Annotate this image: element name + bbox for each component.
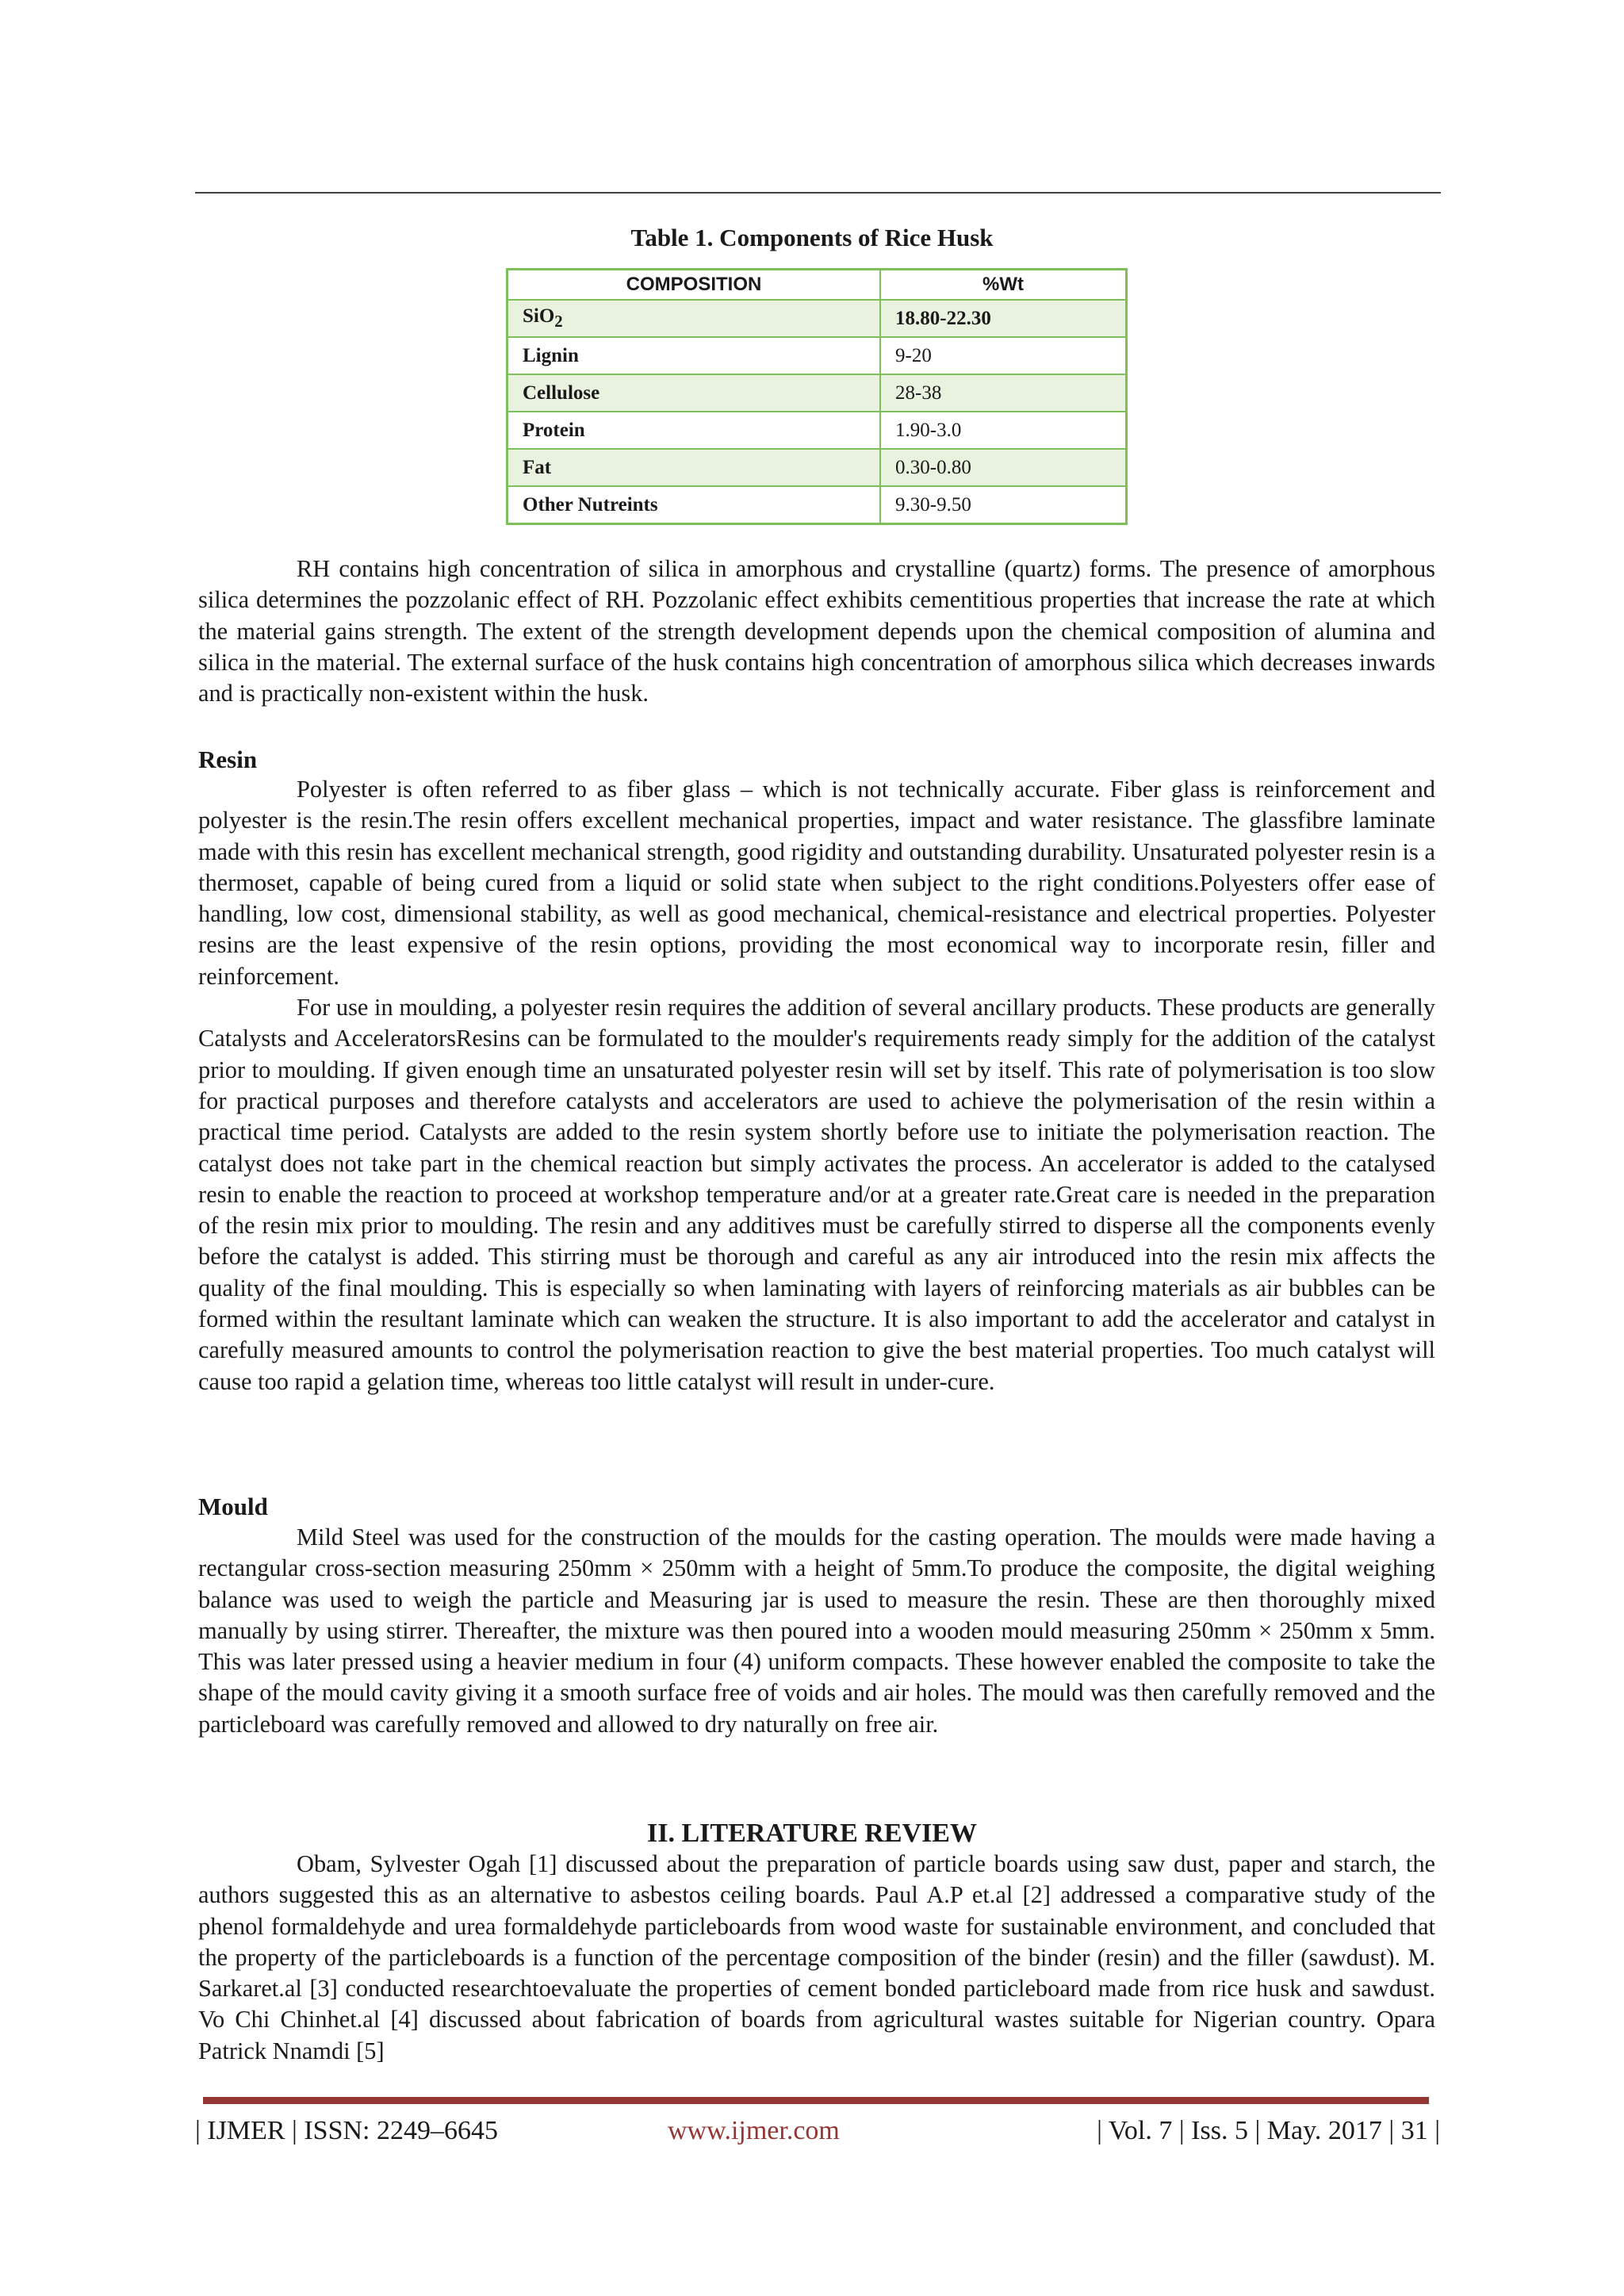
footer-website-link[interactable]: www.ijmer.com	[668, 2116, 840, 2145]
table-header-wt: %Wt	[880, 270, 1127, 301]
table-row	[508, 412, 1127, 449]
header-rule	[195, 192, 1441, 194]
footer-journal: | IJMER | ISSN: 2249–6645	[195, 2116, 498, 2145]
footer-volume-page: | Vol. 7 | Iss. 5 | May. 2017 | 31 |	[1097, 2116, 1440, 2145]
table-header-composition: COMPOSITION	[508, 270, 881, 301]
intro-paragraph: RH contains high concentration of silica in amorphous and crystalline (quartz) forms. The presence of amorphous silica determines the pozzolanic effect of RH. Pozzolanic effect exhibits cementitious properties that increase the rate at which the material gains strength. The extent of the strength development depends upon the chemical composition of alumina and silica in the material. The external surface of the husk contains high concentration of amorphous silica which decreases inwards and is practically non-existent within the husk.	[198, 555, 1435, 707]
resin-section	[198, 774, 1435, 1397]
table-row	[508, 300, 1127, 337]
table-header-row	[508, 270, 1127, 301]
footer-rule	[203, 2097, 1429, 2104]
table-cell-name: Other Nutreints	[508, 486, 881, 524]
table-row	[508, 486, 1127, 524]
table-row	[508, 449, 1127, 486]
table-cell-value: 1.90-3.0	[880, 412, 1127, 449]
components-table	[506, 268, 1128, 525]
literature-paragraph: Obam, Sylvester Ogah [1] discussed about the preparation of particle boards using saw dust, paper and starch, the authors suggested this as an alternative to asbestos ceiling boards. Paul A.P et.al [2] addressed a comparative study of the phenol formaldehyde and urea formaldehyde particleboards from wood waste for sustainable environment, and concluded that the property of the particleboards is a function of the percentage composition of the binder (resin) and the filler (sawdust). M. Sarkaret.al [3] conducted researchtoevaluate the properties of cement bonded particleboard made from rice husk and sawdust. Vo Chi Chinhet.al [4] discussed about fabrication of boards from agricultural wastes suitable for Nigerian country. Opara Patrick Nnamdi [5]	[198, 1850, 1435, 2064]
table-cell-value: 28-38	[880, 374, 1127, 412]
table-cell-name: SiO$_2$	[508, 300, 881, 337]
table-cell-value: 9-20	[880, 337, 1127, 374]
table-cell-value: 0.30-0.80	[880, 449, 1127, 486]
mould-section	[198, 1522, 1435, 1740]
table-cell-name: Fat	[508, 449, 881, 486]
resin-heading: Resin	[198, 746, 258, 773]
table-cell-name: Protein	[508, 412, 881, 449]
table-cell-name: Lignin	[508, 337, 881, 374]
table-caption: Table 1. Components of Rice Husk	[630, 224, 994, 251]
literature-review-title: II. LITERATURE REVIEW	[647, 1819, 977, 1848]
table-cell-name: Cellulose	[508, 374, 881, 412]
table-row	[508, 374, 1127, 412]
page-footer	[195, 2116, 1440, 2148]
literature-section	[198, 1849, 1435, 2067]
resin-paragraph-1: Polyester is often referred to as fiber glass – which is not technically accurate. Fiber glass is reinforcement and polyester is the resin.The resin offers excellent mechanical properties, impact and water resistance. The glassfibre laminate made with this resin has excellent mechanical strength, good rigidity and outstanding durability. Unsaturated polyester resin is a thermoset, capable of being cured from a liquid or solid state when subject to the right conditions.Polyesters offer ease of handling, low cost, dimensional stability, as well as good mechanical, chemical-resistance and electrical properties. Polyester resins are the least expensive of the resin options, providing the most economical way to incorporate resin, filler and reinforcement.	[198, 776, 1435, 990]
mould-heading: Mould	[198, 1493, 268, 1520]
mould-paragraph: Mild Steel was used for the construction of the moulds for the casting operation. The moulds were made having a rectangular cross-section measuring 250mm × 250mm with a height of 5mm.To produce the composite, the digital weighing balance was used to weigh the particle and Measuring jar is used to measure the resin. These are then thoroughly mixed manually by using stirrer. Thereafter, the mixture was then poured into a wooden mould measuring 250mm × 250mm x 5mm. This was later pressed using a heavier medium in four (4) uniform compacts. These however enabled the composite to take the shape of the mould cavity giving it a smooth surface free of voids and air holes. The mould was then carefully removed and the particleboard was carefully removed and allowed to dry naturally on free air.	[198, 1524, 1435, 1738]
resin-paragraph-2: For use in moulding, a polyester resin requires the addition of several ancillary products. These products are generally Catalysts and AcceleratorsResins can be formulated to the moulder's requirements ready simply for the addition of the catalyst prior to moulding. If given enough time an unsaturated polyester resin will set by itself. This rate of polymerisation is too slow for practical purposes and therefore catalysts and accelerators are used to achieve the polymerisation of the resin within a practical time period. Catalysts are added to the resin system shortly before use to initiate the polymerisation reaction. The catalyst does not take part in the chemical reaction but simply activates the process. An accelerator is added to the catalysed resin to enable the reaction to proceed at workshop temperature and/or at a greater rate.Great care is needed in the preparation of the resin mix prior to moulding. The resin and any additives must be carefully stirred to disperse all the components evenly before the catalyst is added. This stirring must be thorough and careful as any air introduced into the resin mix affects the quality of the final moulding. This is especially so when laminating with layers of reinforcing materials as air bubbles can be formed within the resultant laminate which can weaken the structure. It is also important to add the accelerator and catalyst in carefully measured amounts to control the polymerisation reaction to give the best material properties. Too much catalyst will cause too rapid a gelation time, whereas too little catalyst will result in under-cure.	[198, 994, 1435, 1395]
intro-paragraph-block	[198, 554, 1435, 709]
table-cell-value: 18.80-22.30	[880, 300, 1127, 337]
table-row	[508, 337, 1127, 374]
table-cell-value: 9.30-9.50	[880, 486, 1127, 524]
